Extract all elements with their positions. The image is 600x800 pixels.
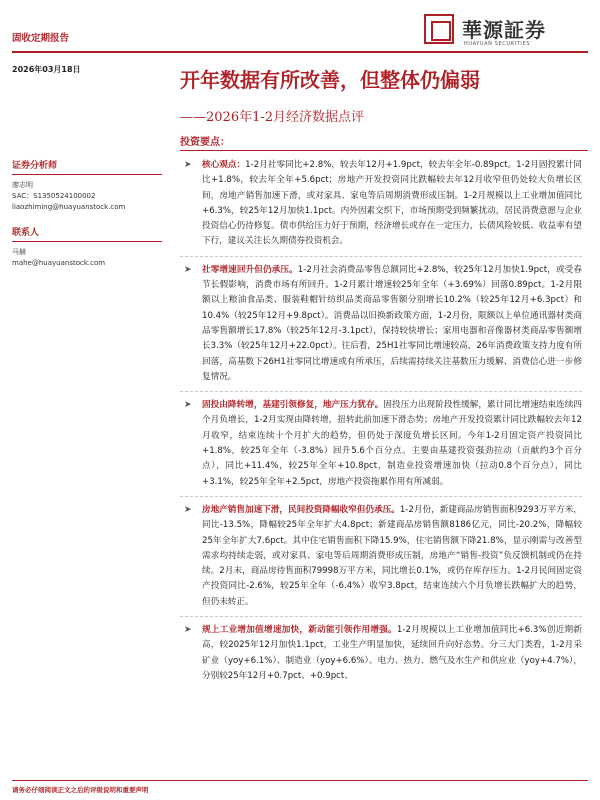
report-date: 2026年03月18日 xyxy=(12,65,81,74)
analyst-heading: 证券分析师 xyxy=(12,158,162,175)
arrow-bullet-icon: ➤ xyxy=(184,400,192,411)
bullet-text: 1-2月份，新建商品房销售面积9293万平方米，同比-13.5%，降幅较25年全年扩大4.8pct；新建商品房销售额8186亿元，同比-20.2%，降幅较25年全年扩大7.6pct。其中住宅销售面积下降15.9%，住宅销售额下降21.8%，显示刚需与改善型需求均持续走弱，或对家具、家电等后周期消费形成压制，房地产“销售-投资”负反馈机制或仍在持续。2月末，商品房待售面积79998万平方米，同比增长0.1%，或仍存库存压力。1-2月民间固定资产投资同比-2.6%，较25年全年（-6.4%）收窄3.8pct，结束连续六个月负增长跌幅扩大的趋势，但仍未转正。 xyxy=(202,504,582,607)
arrow-bullet-icon: ➤ xyxy=(184,504,192,515)
list-item xyxy=(180,158,582,257)
logo-english-name: HUAYUAN SECURITIES xyxy=(464,41,531,47)
header-divider xyxy=(12,51,588,53)
list-item xyxy=(180,503,582,617)
contact-heading: 联系人 xyxy=(12,225,162,242)
list-item xyxy=(180,623,582,690)
bullet-text: 1-2月社零同比+2.8%，较去年12月+1.9pct，较去年全年-0.89pct。1-2月固投累计同比+1.8%，较去年全年+5.6pct；房地产开发投资同比跌幅较去年12月收窄但仍处较大负增长区间，房地产销售加速下滑，或对家具、家电等后周期消费形成压制。1-2月规模以上工业增加值同比+6.3%，较25年12月加快1.1pct。内外因素交织下，市场预期受到频繁扰动，居民消费意愿与企业投资信心仍待修复。债市供给压力好于预期，经济增长或存在一定压力，长债风险较低、收益率有望下行，建议关注长久期债券投资机会。 xyxy=(202,160,582,247)
bullet-lead: 房地产销售加速下滑，民间投资降幅收窄但仍承压。 xyxy=(202,504,400,515)
highlights-divider xyxy=(180,150,588,151)
highlights-heading: 投资要点： xyxy=(180,137,230,148)
list-item xyxy=(180,263,582,392)
contact-email[interactable]: mahe@huayuanstock.com xyxy=(12,259,106,267)
logo-chinese-name: 華源証券 xyxy=(462,18,546,42)
arrow-bullet-icon: ➤ xyxy=(184,160,192,170)
bullet-lead: 固投由降转增，基建引领修复，地产压力犹存。 xyxy=(202,400,384,411)
page-title: 开年数据有所改善，但整体仍偏弱 xyxy=(180,68,480,92)
company-logo xyxy=(424,8,574,52)
highlights-list xyxy=(180,158,582,696)
analyst-email[interactable]: liaozhiming@huayuanstock.com xyxy=(12,203,126,211)
report-type: 固收定期报告 xyxy=(12,33,70,44)
bullet-text: 固投压力出现阶段性缓解，累计同比增速结束连续四个月负增长，1-2月实现由降转增，扭转此前加速下滑态势；房地产开发投资累计同比跌幅较去年12月收窄，结束连续十个月扩大的趋势，但仍处于深度负增长区间。今年1-2月固定资产投资同比+1.8%，较25年全年（-3.8%）回升5.6个百分点。主要由基建投资强劲拉动（贡献约3个百分点），同比+11.4%，较25年全年+10.8pct，制造业投资增速加快（拉动0.8个百分点），同比+3.1%，较25年全年+2.5pct，房地产投资拖累作用有所减弱。 xyxy=(202,400,582,487)
bullet-text: 1-2月规模以上工业增加值同比+6.3%创近期新高，较2025年12月加快1.1pct，工业生产明显加快，延续回升向好态势。分三大门类看，1-2月采矿业（yoy+6.1%）、制造业（yoy+6.6%）、电力、热力、燃气及水生产和供应业（yoy+4.7%），分别较25年12月+0.7pct、+0.9pct、 xyxy=(202,625,582,681)
list-item xyxy=(180,398,582,497)
bullet-lead: 核心观点： xyxy=(202,160,246,170)
page-subtitle: ——2026年1-2月经济数据点评 xyxy=(180,110,365,125)
footer-disclaimer: 请务必仔细阅读正文之后的评级说明和重要声明 xyxy=(12,786,149,794)
logo-mark-icon xyxy=(424,14,454,44)
arrow-bullet-icon: ➤ xyxy=(184,264,192,275)
analyst-sac: SAC：S1350524100002 xyxy=(12,192,96,200)
sidebar xyxy=(12,150,162,269)
arrow-bullet-icon: ➤ xyxy=(184,625,192,636)
bullet-lead: 社零增速回升但仍承压。 xyxy=(202,264,298,275)
footer-divider xyxy=(12,780,588,781)
bullet-lead: 规上工业增加值增速加快，新动能引领作用增强。 xyxy=(202,625,397,636)
analyst-name: 廖志明 xyxy=(12,181,33,189)
contact-name: 马赫 xyxy=(12,248,26,256)
bullet-text: 1-2月社会消费品零售总额同比+2.8%，较25年12月加快1.9pct，或受春节长假影响，消费市场有所回升。1-2月累计增速较25年全年（+3.69%）回落0.89pct。1-2月限额以上粮油食品类、服装鞋帽针纺织品类商品零售额分别增长10.2%（较25年12月+6.3pct）和10.4%（较25年12月+9.8pct）。消费品以旧换新政策方面，1-2月份，限额以上单位通讯器材类商品零售额增长17.8%（较25年12月-3.1pct），保持较快增长；家用电器和音像器材类商品零售额增长3.3%（较25年12月+22.0pct）。往后看，25H1社零同比增速较高，26年消费政策支持力度有所回落，高基数下26H1社零同比增速或有所承压，后续需持续关注基数压力缓解、消费信心进一步修复情况。 xyxy=(202,264,582,382)
